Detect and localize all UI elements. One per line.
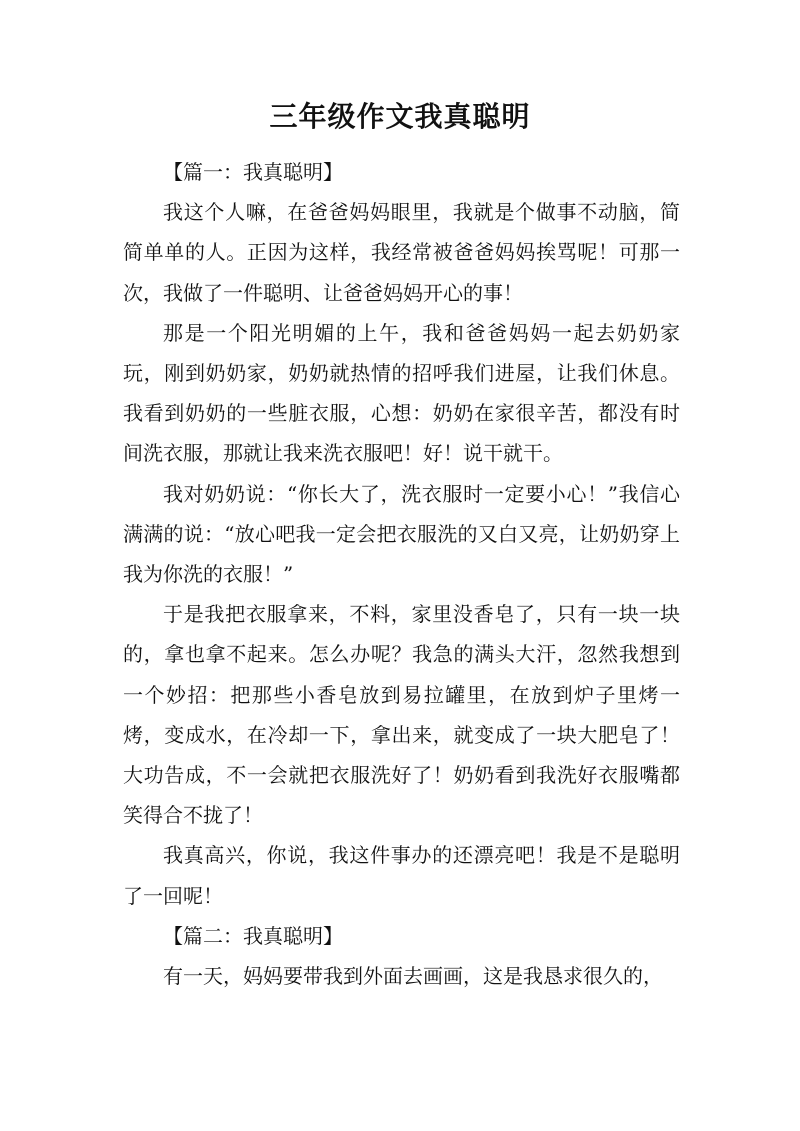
paragraph-6: 有一天，妈妈要带我到外面去画画，这是我恳求很久的， [163, 964, 663, 989]
section-heading-1: 【篇一：我真聪明】 [163, 160, 343, 184]
paragraph-2: 那是一个阳光明媚的上午，我和爸爸妈妈一起去奶奶家玩，刚到奶奶家，奶奶就热情的招呼我们进屋，让我们休息。我看到奶奶的一些脏衣服，心想：奶奶在家很辛苦，都没有时间洗衣服，那就让我来洗衣服吧！好！说干就干。 [123, 320, 680, 466]
section-heading-2: 【篇二：我真聪明】 [163, 923, 343, 948]
paragraph-3: 我对奶奶说：“你长大了，洗衣服时一定要小心！”我信心满满的说：“放心吧我一定会把衣服洗的又白又亮，让奶奶穿上我为你洗的衣服！” [123, 481, 680, 587]
document-body [123, 152, 680, 996]
paragraph-5: 我真高兴，你说，我这件事办的还漂亮吧！我是不是聪明了一回呢！ [123, 843, 680, 908]
paragraph-1: 我这个人嘛，在爸爸妈妈眼里，我就是个做事不动脑，简简单单的人。正因为这样，我经常被爸爸妈妈挨骂呢！可那一次，我做了一件聪明、让爸爸妈妈开心的事！ [123, 200, 680, 305]
document-title: 三年级作文我真聪明 [269, 100, 531, 133]
paragraph-4: 于是我把衣服拿来，不料，家里没香皂了，只有一块一块的，拿也拿不起来。怎么办呢？我急的满头大汗，忽然我想到一个妙招：把那些小香皂放到易拉罐里，在放到炉子里烤一烤，变成水，在冷却一下，拿出来，就变成了一块大肥皂了！大功告成，不一会就把衣服洗好了！奶奶看到我洗好衣服嘴都笑得合不拢了！ [123, 602, 680, 828]
